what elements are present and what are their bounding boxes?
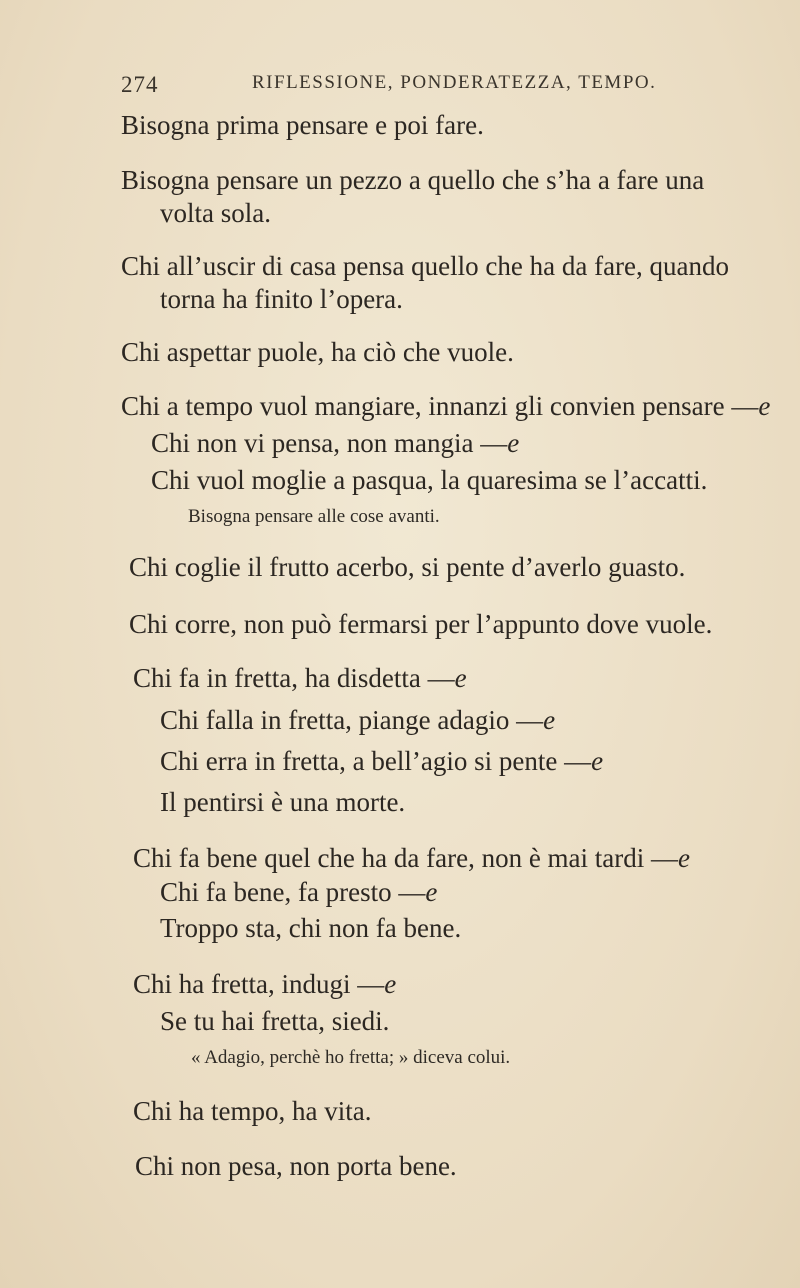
proverb-line: Chi fa in fretta, ha disdetta —e [133,663,467,693]
proverb-continuation: volta sola. [160,198,271,228]
proverb-continuation: torna ha finito l’opera. [160,284,403,314]
page-number: 274 [121,72,159,97]
proverb-line: Bisogna pensare un pezzo a quello che s’ha a fare una [121,165,705,195]
proverb-line: Chi corre, non può fermarsi per l’appunto dove vuole. [129,609,713,639]
proverb-line: Chi ha fretta, indugi —e [133,969,397,999]
proverb-line: Troppo sta, chi non fa bene. [160,913,462,943]
proverb-line: Chi aspettar puole, ha ciò che vuole. [121,337,514,367]
proverb-line: Il pentirsi è una morte. [160,787,406,817]
proverb-note: « Adagio, perchè ho fretta; » diceva colui. [191,1047,511,1068]
proverb-line: Chi non vi pensa, non mangia —e [151,428,520,458]
proverb-line: Chi a tempo vuol mangiare, innanzi gli convien pensare —e [121,391,771,421]
proverb-line: Chi fa bene quel che ha da fare, non è mai tardi —e [133,843,691,873]
proverb-line: Se tu hai fretta, siedi. [160,1006,390,1036]
proverb-line: Chi all’uscir di casa pensa quello che ha da fare, quando [121,251,730,281]
proverb-line: Chi falla in fretta, piange adagio —e [160,705,556,735]
running-title: RIFLESSIONE, PONDERATEZZA, TEMPO. [252,72,657,93]
proverb-line: Bisogna prima pensare e poi fare. [121,110,484,140]
proverb-line: Chi erra in fretta, a bell’agio si pente —e [160,746,604,776]
proverb-line: Chi fa bene, fa presto —e [160,877,438,907]
proverb-line: Chi coglie il frutto acerbo, si pente d’averlo guasto. [129,552,686,582]
proverb-line: Chi non pesa, non porta bene. [135,1151,457,1181]
proverb-line: Chi ha tempo, ha vita. [133,1096,372,1126]
proverb-note: Bisogna pensare alle cose avanti. [188,506,440,527]
proverb-line: Chi vuol moglie a pasqua, la quaresima se l’accatti. [151,465,708,495]
